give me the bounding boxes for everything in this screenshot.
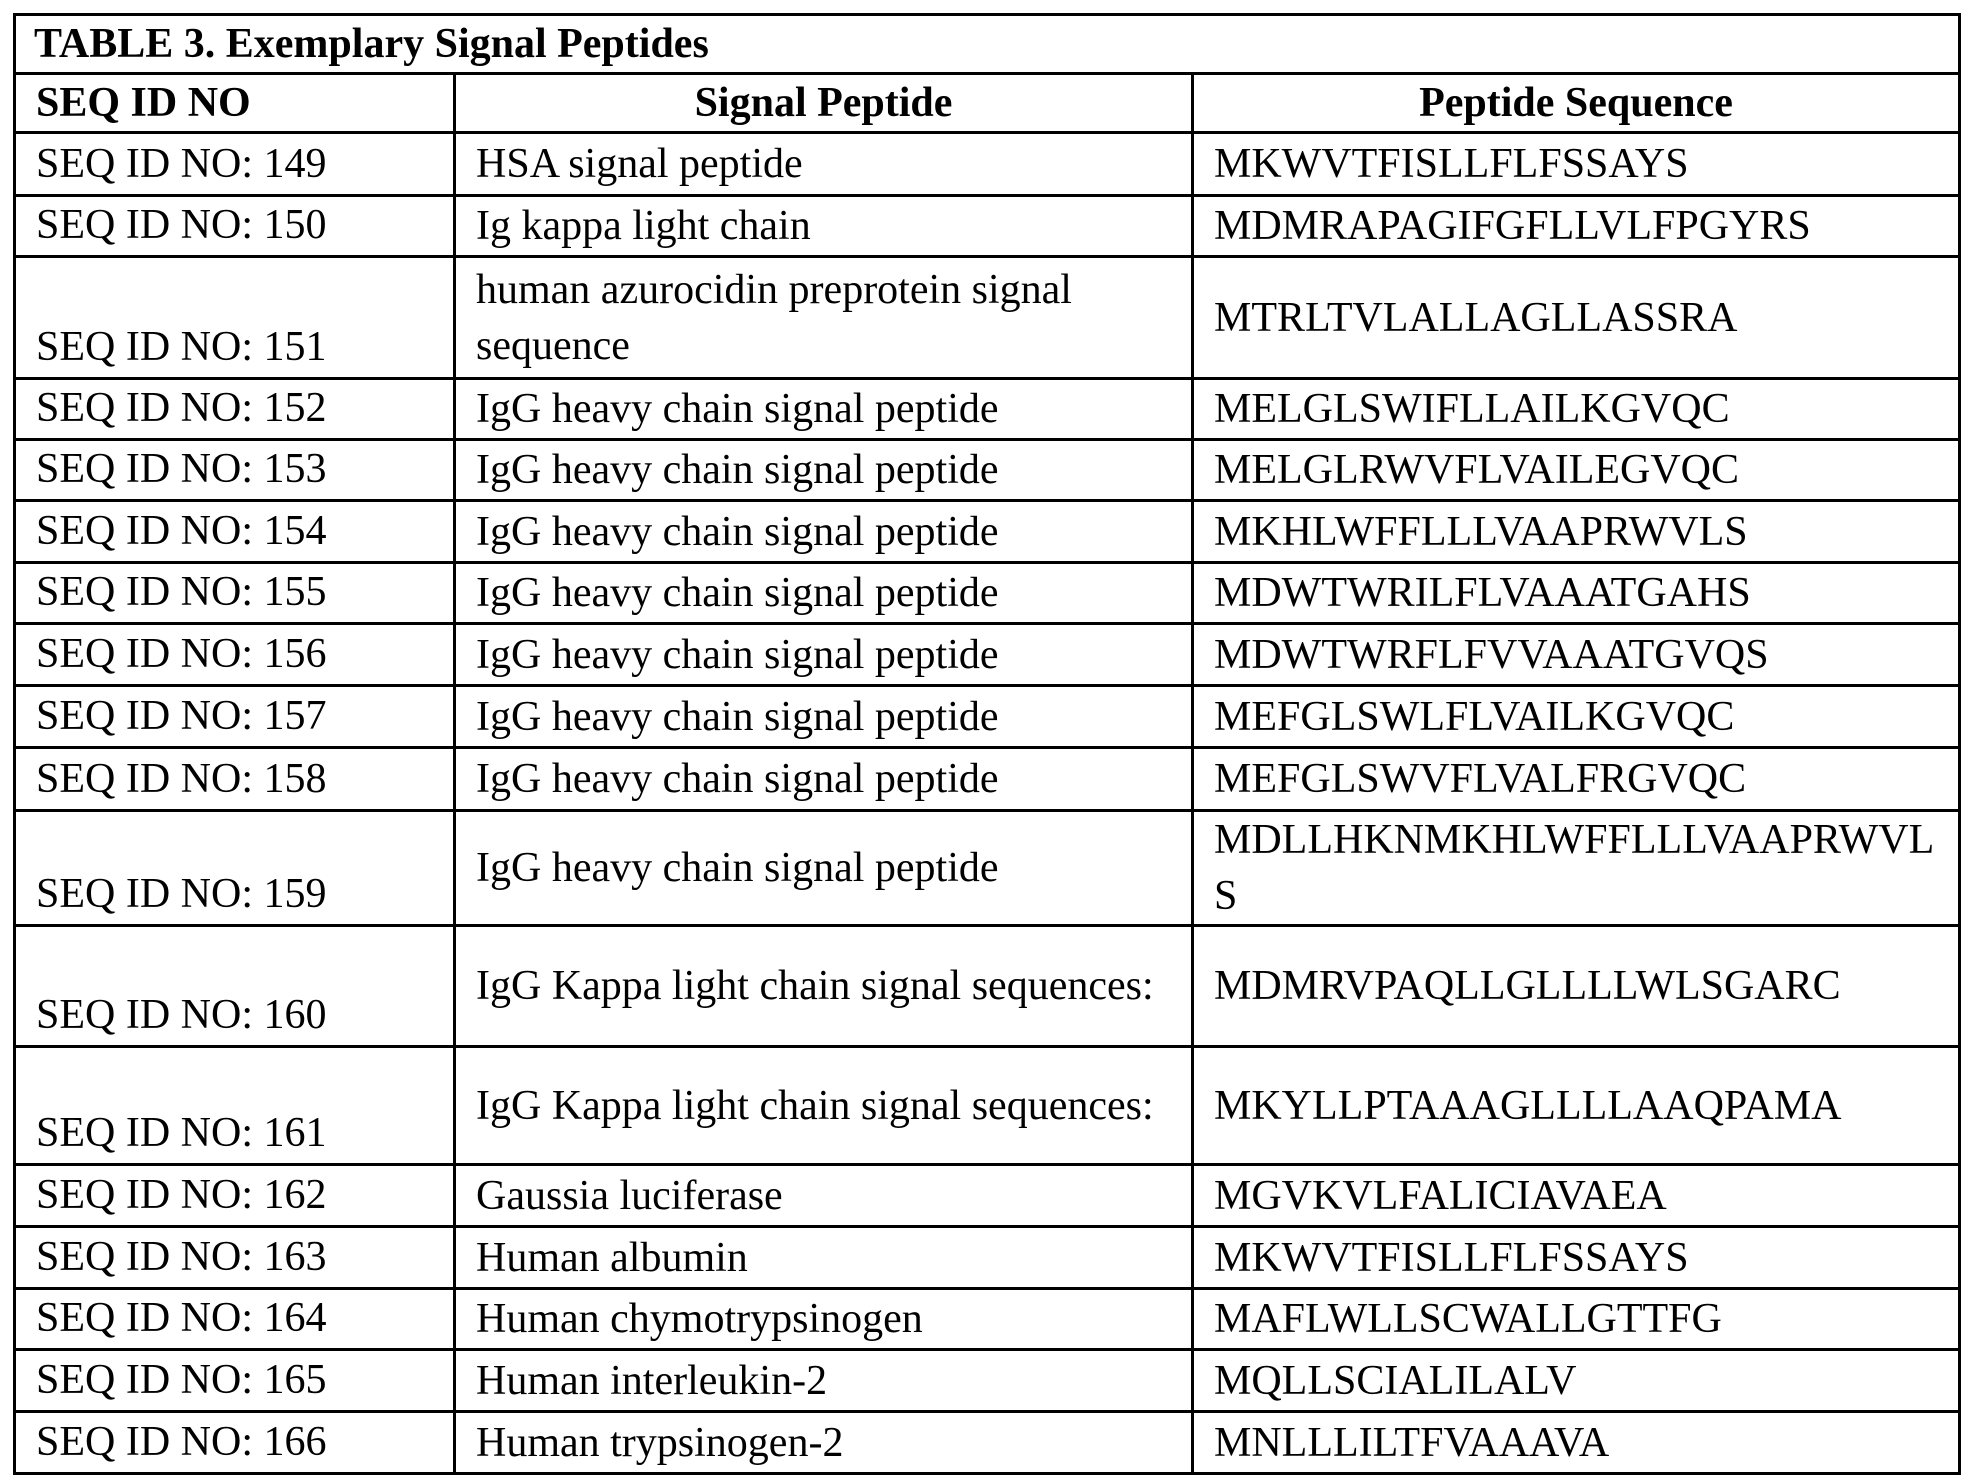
seq-id-cell: SEQ ID NO: 153 (15, 440, 455, 501)
table-row (15, 379, 1960, 440)
signal-peptide-cell: Human chymotrypsinogen (455, 1289, 1193, 1350)
seq-id-cell: SEQ ID NO: 151 (15, 257, 455, 379)
peptide-sequence-cell: MDWTWRILFLVAAATGAHS (1193, 563, 1960, 624)
table-header-row (15, 74, 1960, 133)
signal-peptide-cell: IgG heavy chain signal peptide (455, 624, 1193, 686)
table-row (15, 1227, 1960, 1289)
seq-id-cell: SEQ ID NO: 156 (15, 624, 455, 686)
table-row (15, 501, 1960, 563)
peptide-sequence-cell: MNLLLILTFVAAAVA (1193, 1412, 1960, 1474)
peptide-sequence-cell: MTRLTVLALLAGLLASSRA (1193, 257, 1960, 379)
table-row (15, 196, 1960, 257)
peptide-sequence-cell: MQLLSCIALILALV (1193, 1350, 1960, 1412)
table-title: TABLE 3. Exemplary Signal Peptides (15, 15, 1960, 74)
peptide-sequence-cell: MEFGLSWLFLVAILKGVQC (1193, 686, 1960, 748)
seq-id-cell: SEQ ID NO: 154 (15, 501, 455, 563)
signal-peptide-cell: IgG Kappa light chain signal sequences: (455, 1047, 1193, 1165)
table-row (15, 811, 1960, 926)
table-row (15, 1047, 1960, 1165)
peptide-sequence-cell: MEFGLSWVFLVALFRGVQC (1193, 748, 1960, 811)
table-row (15, 926, 1960, 1047)
peptide-sequence-cell: MDMRVPAQLLGLLLLWLSGARC (1193, 926, 1960, 1047)
signal-peptide-cell: Human interleukin-2 (455, 1350, 1193, 1412)
signal-peptide-cell: IgG heavy chain signal peptide (455, 563, 1193, 624)
table-row (15, 1350, 1960, 1412)
seq-id-cell: SEQ ID NO: 150 (15, 196, 455, 257)
seq-id-cell: SEQ ID NO: 164 (15, 1289, 455, 1350)
table-row (15, 748, 1960, 811)
peptide-sequence-cell: MGVKVLFALICIAVAEA (1193, 1165, 1960, 1227)
table-title-row (15, 15, 1960, 74)
table-row (15, 133, 1960, 196)
seq-id-cell: SEQ ID NO: 159 (15, 811, 455, 926)
signal-peptide-cell: Human trypsinogen-2 (455, 1412, 1193, 1474)
seq-id-cell: SEQ ID NO: 163 (15, 1227, 455, 1289)
column-header-seq-id: SEQ ID NO (15, 74, 455, 133)
signal-peptide-cell: IgG heavy chain signal peptide (455, 440, 1193, 501)
peptide-sequence-cell: MKYLLPTAAAGLLLLAAQPAMA (1193, 1047, 1960, 1165)
peptide-sequence-cell: MKWVTFISLLFLFSSAYS (1193, 133, 1960, 196)
table-row (15, 440, 1960, 501)
table-row (15, 1412, 1960, 1474)
signal-peptide-cell: Gaussia luciferase (455, 1165, 1193, 1227)
seq-id-cell: SEQ ID NO: 152 (15, 379, 455, 440)
peptide-sequence-cell: MELGLSWIFLLAILKGVQC (1193, 379, 1960, 440)
peptide-sequence-cell: MKWVTFISLLFLFSSAYS (1193, 1227, 1960, 1289)
signal-peptide-cell: IgG heavy chain signal peptide (455, 811, 1193, 926)
table-row (15, 257, 1960, 379)
table-row (15, 686, 1960, 748)
column-header-peptide-sequence: Peptide Sequence (1193, 74, 1960, 133)
signal-peptides-table (13, 13, 1961, 1475)
signal-peptide-cell: IgG Kappa light chain signal sequences: (455, 926, 1193, 1047)
peptide-sequence-cell: MKHLWFFLLLVAAPRWVLS (1193, 501, 1960, 563)
table-row (15, 563, 1960, 624)
seq-id-cell: SEQ ID NO: 160 (15, 926, 455, 1047)
peptide-sequence-cell: MDLLHKNMKHLWFFLLLVAAPRWVLS (1193, 811, 1960, 926)
signal-peptide-cell: Ig kappa light chain (455, 196, 1193, 257)
peptide-sequence-cell: MELGLRWVFLVAILEGVQC (1193, 440, 1960, 501)
table-row (15, 624, 1960, 686)
seq-id-cell: SEQ ID NO: 165 (15, 1350, 455, 1412)
seq-id-cell: SEQ ID NO: 166 (15, 1412, 455, 1474)
signal-peptide-cell: IgG heavy chain signal peptide (455, 748, 1193, 811)
peptide-sequence-cell: MDWTWRFLFVVAAATGVQS (1193, 624, 1960, 686)
signal-peptide-cell: human azurocidin preprotein signal sequence (455, 257, 1193, 379)
seq-id-cell: SEQ ID NO: 162 (15, 1165, 455, 1227)
seq-id-cell: SEQ ID NO: 157 (15, 686, 455, 748)
signal-peptide-cell: IgG heavy chain signal peptide (455, 501, 1193, 563)
signal-peptide-cell: Human albumin (455, 1227, 1193, 1289)
seq-id-cell: SEQ ID NO: 155 (15, 563, 455, 624)
table-row (15, 1165, 1960, 1227)
seq-id-cell: SEQ ID NO: 161 (15, 1047, 455, 1165)
peptide-sequence-cell: MDMRAPAGIFGFLLVLFPGYRS (1193, 196, 1960, 257)
table-row (15, 1289, 1960, 1350)
seq-id-cell: SEQ ID NO: 149 (15, 133, 455, 196)
column-header-signal-peptide: Signal Peptide (455, 74, 1193, 133)
signal-peptide-cell: HSA signal peptide (455, 133, 1193, 196)
seq-id-cell: SEQ ID NO: 158 (15, 748, 455, 811)
signal-peptide-cell: IgG heavy chain signal peptide (455, 686, 1193, 748)
signal-peptide-cell: IgG heavy chain signal peptide (455, 379, 1193, 440)
peptide-sequence-cell: MAFLWLLSCWALLGTTFG (1193, 1289, 1960, 1350)
